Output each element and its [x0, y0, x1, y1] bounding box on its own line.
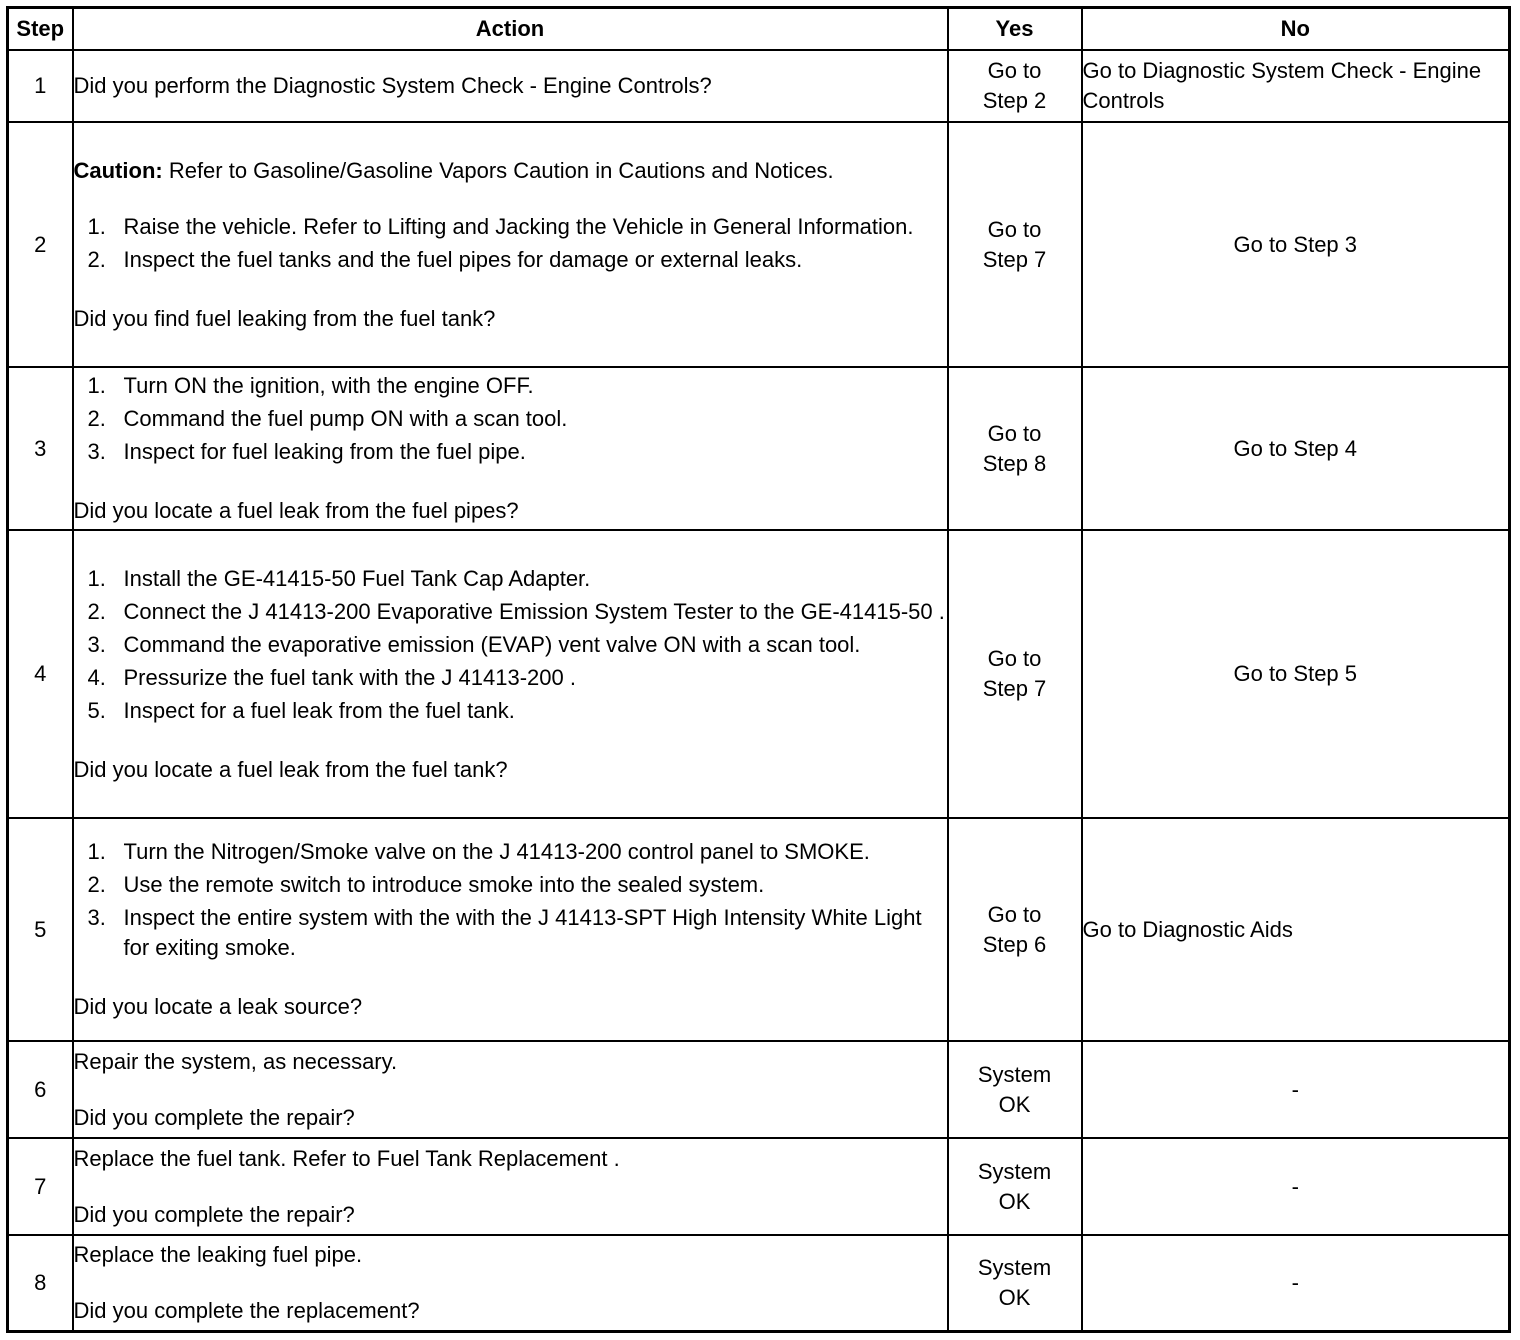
step-number: 1: [8, 50, 73, 122]
yes-cell: [948, 50, 1082, 122]
table-row: [8, 122, 1510, 367]
no-cell: Go to Step 4: [1082, 367, 1510, 530]
question-text: Did you complete the repair?: [73, 1201, 355, 1227]
step-number: 4: [8, 530, 73, 818]
question-text: Did you complete the repair?: [73, 1104, 355, 1130]
table-row: [8, 1235, 1510, 1331]
header-no: No: [1082, 8, 1510, 51]
list-item: 3. Command the evaporative emission (EVAP) vent valve ON with a scan tool.: [87, 631, 861, 657]
list-item: 2. Connect the J 41413-200 Evaporative Emission System Tester to the GE-41415-50 .: [87, 598, 945, 624]
procedure-list: [74, 564, 947, 726]
question-text: Did you find fuel leaking from the fuel tank?: [73, 305, 496, 331]
no-cell: Go to Step 5: [1082, 530, 1510, 818]
question-text: Did you complete the replacement?: [73, 1297, 420, 1323]
step-number: 6: [8, 1041, 73, 1138]
action-cell: [73, 530, 948, 818]
action-cell: [73, 1235, 948, 1331]
list-item: 2. Inspect the fuel tanks and the fuel pipes for damage or external leaks.: [87, 246, 803, 272]
list-item: 5. Inspect for a fuel leak from the fuel tank.: [87, 697, 515, 723]
yes-cell: [948, 530, 1082, 818]
table-row: [8, 530, 1510, 818]
yes-line: Step 7: [982, 246, 1047, 272]
yes-cell: [948, 122, 1082, 367]
caution-body: Refer to Gasoline/Gasoline Vapors Caution in Cautions and Notices.: [162, 157, 834, 183]
list-item: 1. Turn the Nitrogen/Smoke valve on the J 41413-200 control panel to SMOKE.: [87, 839, 870, 864]
header-step: Step: [8, 8, 73, 51]
table-row: [8, 1138, 1510, 1235]
list-item: 1. Install the GE-41415-50 Fuel Tank Cap Adapter.: [87, 565, 591, 591]
list-item: 1. Turn ON the ignition, with the engine OFF.: [87, 373, 534, 398]
no-cell: Go to Diagnostic Aids: [1082, 818, 1510, 1041]
action-text: Did you perform the Diagnostic System Check - Engine Controls?: [73, 73, 712, 98]
action-cell: [73, 50, 948, 122]
header-yes: Yes: [948, 8, 1082, 51]
diagnostic-table: [6, 6, 1511, 1333]
yes-cell: [948, 818, 1082, 1041]
procedure-list: [74, 212, 947, 275]
step-number: 2: [8, 122, 73, 367]
action-cell: [73, 1041, 948, 1138]
step-number: 8: [8, 1235, 73, 1331]
list-item: 2. Command the fuel pump ON with a scan tool.: [87, 406, 568, 431]
procedure-list: [74, 837, 947, 963]
table-row: [8, 1041, 1510, 1138]
step-number: 7: [8, 1138, 73, 1235]
yes-cell: [948, 1235, 1082, 1331]
action-text: Repair the system, as necessary.: [73, 1048, 398, 1074]
no-cell: -: [1082, 1235, 1510, 1331]
action-cell: [73, 367, 948, 530]
action-cell: [73, 818, 948, 1041]
question-text: Did you locate a leak source?: [73, 994, 363, 1019]
yes-cell: [948, 367, 1082, 530]
yes-line: Go to: [987, 901, 1042, 927]
yes-line: OK: [998, 1091, 1031, 1117]
question-text: Did you locate a fuel leak from the fuel tank?: [73, 756, 508, 782]
action-text: Replace the leaking fuel pipe.: [73, 1241, 363, 1267]
table-row: [8, 367, 1510, 530]
table-row: [8, 818, 1510, 1041]
yes-line: Go to: [987, 58, 1042, 83]
caution-label: Caution:: [73, 157, 163, 183]
yes-cell: [948, 1041, 1082, 1138]
yes-cell: [948, 1138, 1082, 1235]
yes-line: System: [977, 1158, 1052, 1184]
no-cell: -: [1082, 1041, 1510, 1138]
list-item: 3. Inspect for fuel leaking from the fuel pipe.: [87, 439, 526, 464]
table-row: [8, 50, 1510, 122]
yes-line: Go to: [987, 420, 1042, 446]
list-item: 4. Pressurize the fuel tank with the J 41413-200 .: [87, 664, 576, 690]
yes-line: Step 6: [982, 931, 1047, 957]
list-item: 2. Use the remote switch to introduce smoke into the sealed system.: [87, 872, 765, 897]
yes-line: Step 2: [982, 88, 1047, 113]
question-text: Did you locate a fuel leak from the fuel pipes?: [73, 498, 519, 523]
no-cell: -: [1082, 1138, 1510, 1235]
step-number: 5: [8, 818, 73, 1041]
action-text: Replace the fuel tank. Refer to Fuel Tank Replacement .: [73, 1145, 620, 1171]
step-number: 3: [8, 367, 73, 530]
yes-line: System: [977, 1061, 1052, 1087]
header-row: [8, 8, 1510, 51]
caution-text: [74, 156, 947, 186]
yes-line: System: [977, 1254, 1052, 1280]
no-cell: Go to Diagnostic System Check - Engine Controls: [1082, 50, 1510, 122]
action-cell: [73, 1138, 948, 1235]
no-cell: Go to Step 3: [1082, 122, 1510, 367]
yes-line: Step 7: [982, 676, 1047, 701]
list-item: 3. Inspect the entire system with the with the J 41413-SPT High Intensity White Light for exiting smoke.: [87, 905, 922, 960]
list-item: 1. Raise the vehicle. Refer to Lifting and Jacking the Vehicle in General Information.: [87, 213, 914, 239]
header-action: Action: [73, 8, 948, 51]
yes-line: Go to: [987, 646, 1042, 671]
yes-line: Step 8: [982, 450, 1047, 476]
yes-line: OK: [998, 1188, 1031, 1214]
procedure-list: [74, 371, 947, 467]
yes-line: Go to: [987, 216, 1042, 242]
action-cell: [73, 122, 948, 367]
yes-line: OK: [998, 1284, 1031, 1310]
